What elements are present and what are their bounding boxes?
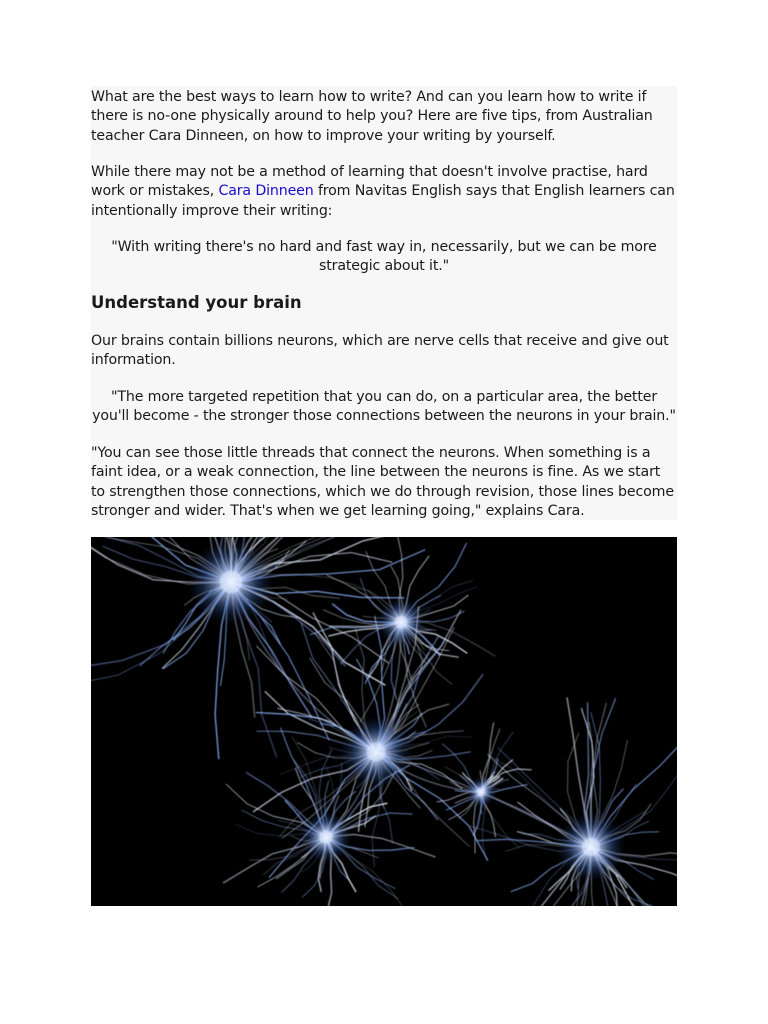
section-heading: Understand your brain (91, 293, 302, 312)
second-paragraph (91, 163, 677, 221)
neurons-image (91, 537, 677, 906)
cara-dinneen-link[interactable]: Cara Dinneen (218, 183, 314, 200)
threads-paragraph: "You can see those little threads that connect the neurons. When something is a faint idea, or a weak connection, the line between the neurons is fine. As we start to strengthen those connections, which we do through revision, those lines become stronger and wider. That's when we get learning going," explains Cara. (91, 445, 674, 520)
intro-paragraph: What are the best ways to learn how to write? And can you learn how to write if there is no-one physically around to help you? Here are five tips, from Australian teacher Cara Dinneen, on how to improve your writing by yourself. (91, 89, 653, 144)
quote-strategic: "With writing there's no hard and fast way in, necessarily, but we can be more strategic about it." (111, 239, 657, 275)
neurons-paragraph: Our brains contain billions neurons, which are nerve cells that receive and give out information. (91, 333, 669, 369)
second-paragraph-start: While there may not be a method of learning that doesn't involve practise, hard work or mistakes, (91, 164, 648, 200)
quote-repetition: "The more targeted repetition that you can do, on a particular area, the better you'll become - the stronger those connections between the neurons in your brain." (92, 389, 676, 425)
second-paragraph-end: from Navitas English says that English learners can intentionally improve their writing: (91, 183, 675, 219)
neurons-illustration (91, 537, 677, 906)
article-text-block (91, 86, 677, 520)
